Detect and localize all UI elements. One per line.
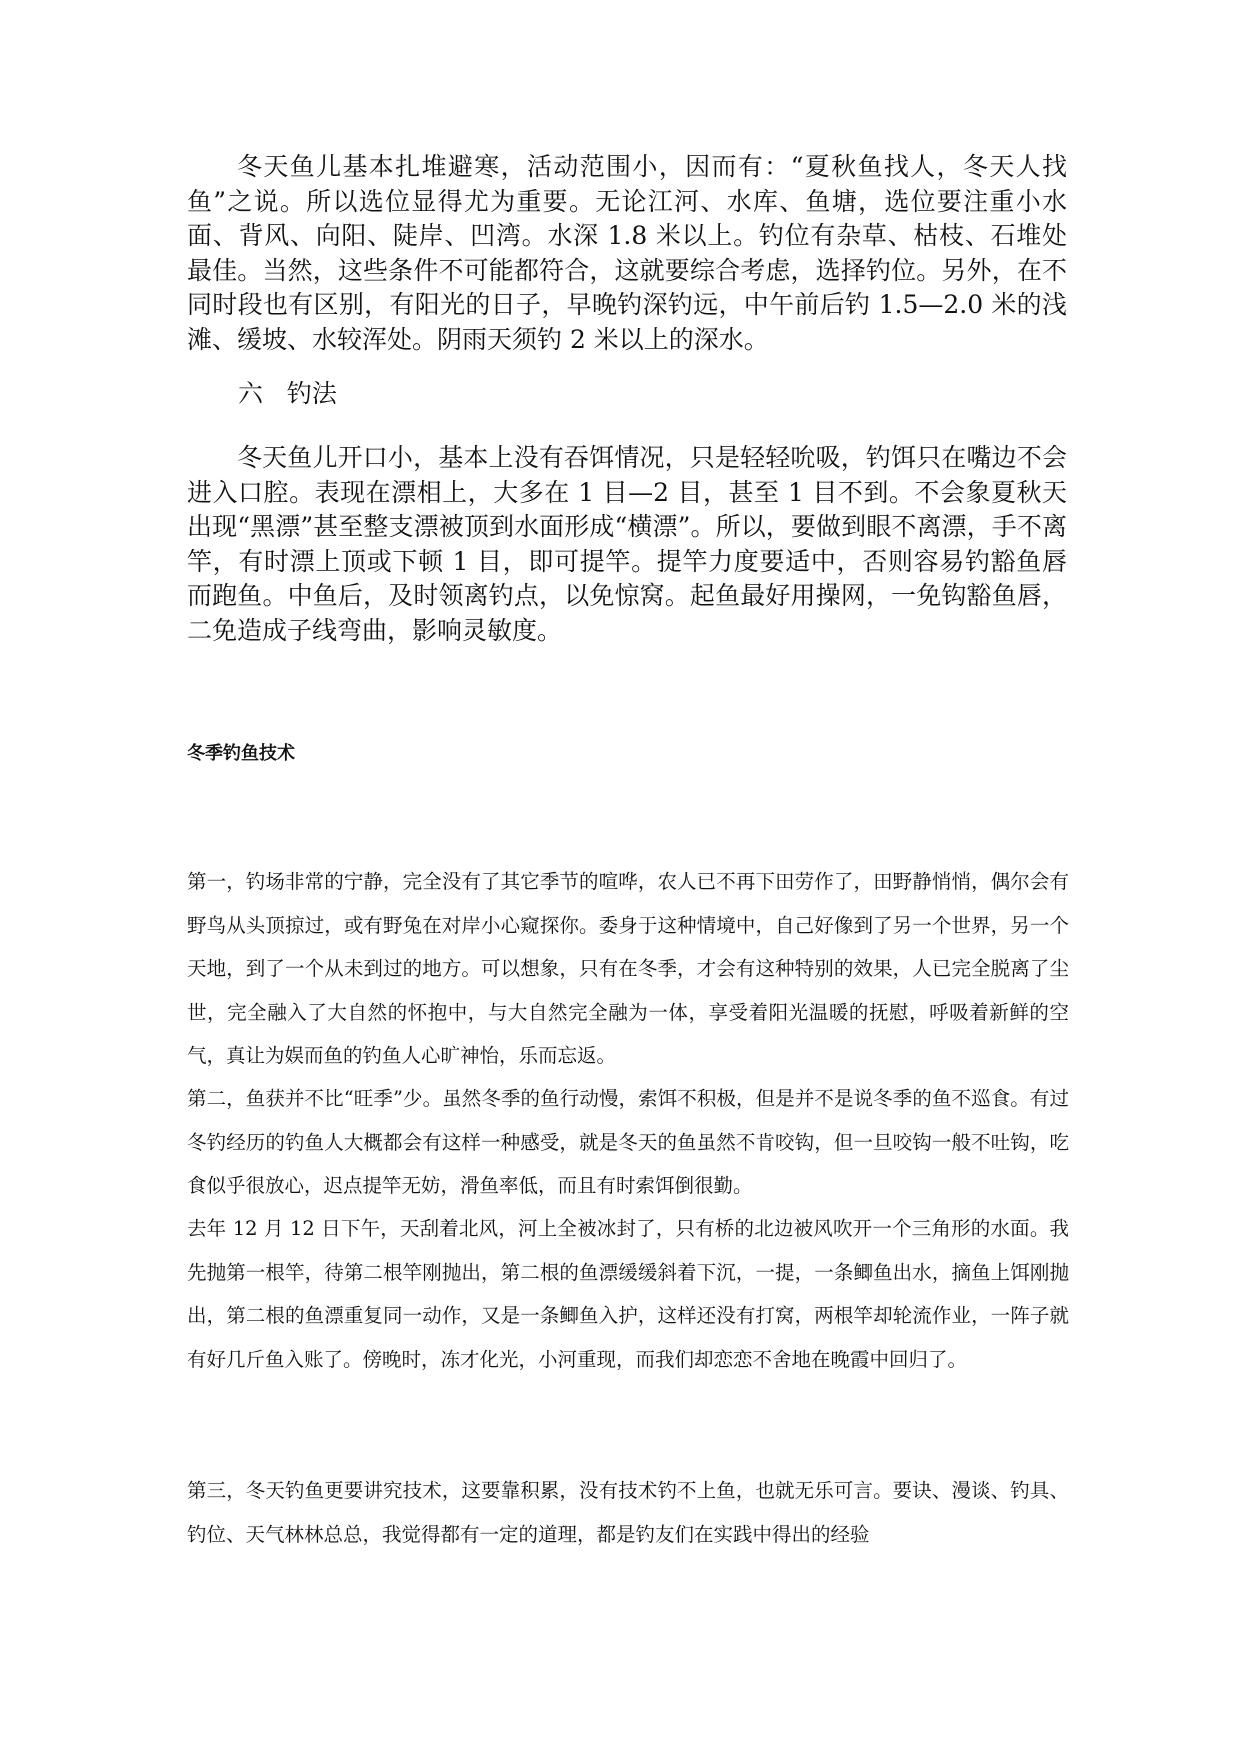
paragraph-second-point: 第二，鱼获并不比“旺季”少。虽然冬季的鱼行动慢，索饵不积极，但是并不是说冬季的鱼不巡食。有过冬钓经历的钓鱼人大概都会有这样一种感受，就是冬天的鱼虽然不肯咬钩，但一旦咬钩一般不吐钩，吃食似乎很放心，迟点提竿无妨，滑鱼率低，而且有时索饵倒很勤。 <box>187 1087 1069 1197</box>
section-heading-fishing-method: 六 钓法 <box>238 379 337 408</box>
article-title: 冬季钓鱼技术 <box>187 743 295 764</box>
paragraph-site-selection: 冬天鱼儿基本扎堆避寒，活动范围小，因而有：“夏秋鱼找人，冬天人找鱼”之说。所以选位显得尤为重要。无论江河、水库、鱼塘，选位要注重小水面、背风、向阳、陡岸、凹湾。水深 1.8 米以上。钓位有杂草、枯枝、石堆处最佳。当然，这些条件不可能都符合，这就要综合考虑，选择钓位。另外，在不同时段也有区别，有阳光的日子，早晚钓深钓远，中午前后钓 1.5—2.0 米的浅滩、缓坡、水较浑处。阴雨天须钓 2 米以上的深水。 <box>187 152 1067 354</box>
paragraph-fishing-method: 冬天鱼儿开口小，基本上没有吞饵情况，只是轻轻吮吸，钓饵只在嘴边不会进入口腔。表现在漂相上，大多在 1 目—2 目，甚至 1 目不到。不会象夏秋天出现“黑漂”甚至整支漂被顶到水面形成“横漂”。所以，要做到眼不离漂，手不离竿，有时漂上顶或下顿 1 目，即可提竿。提竿力度要适中，否则容易钓豁鱼唇而跑鱼。中鱼后，及时领离钓点，以免惊窝。起鱼最好用操网，一免钩豁鱼唇，二免造成子线弯曲，影响灵敏度。 <box>187 443 1067 645</box>
paragraph-anecdote: 去年 12 月 12 日下午，天刮着北风，河上全被冰封了，只有桥的北边被风吹开一个三角形的水面。我先抛第一根竿，待第二根竿刚抛出，第二根的鱼漂缓缓斜着下沉，一提，一条鲫鱼出水，摘鱼上饵刚抛出，第二根的鱼漂重复同一动作，又是一条鲫鱼入护，这样还没有打窝，两根竿却轮流作业，一阵子就有好几斤鱼入账了。傍晚时，冻才化光，小河重现，而我们却恋恋不舍地在晚霞中回归了。 <box>187 1217 1069 1371</box>
paragraph-third-point: 第三，冬天钓鱼更要讲究技术，这要靠积累，没有技术钓不上鱼，也就无乐可言。要诀、漫谈、钓具、钓位、天气林林总总，我觉得都有一定的道理，都是钓友们在实践中得出的经验 <box>187 1479 1069 1546</box>
paragraph-first-point: 第一，钓场非常的宁静，完全没有了其它季节的喧哗，农人已不再下田劳作了，田野静悄悄，偶尔会有野鸟从头顶掠过，或有野兔在对岸小心窥探你。委身于这种情境中，自己好像到了另一个世界，另一个天地，到了一个从未到过的地方。可以想象，只有在冬季，才会有这种特别的效果，人已完全脱离了尘世，完全融入了大自然的怀抱中，与大自然完全融为一体，享受着阳光温暖的抚慰，呼吸着新鲜的空气，真让为娱而鱼的钓鱼人心旷神怡，乐而忘返。 <box>187 870 1069 1067</box>
